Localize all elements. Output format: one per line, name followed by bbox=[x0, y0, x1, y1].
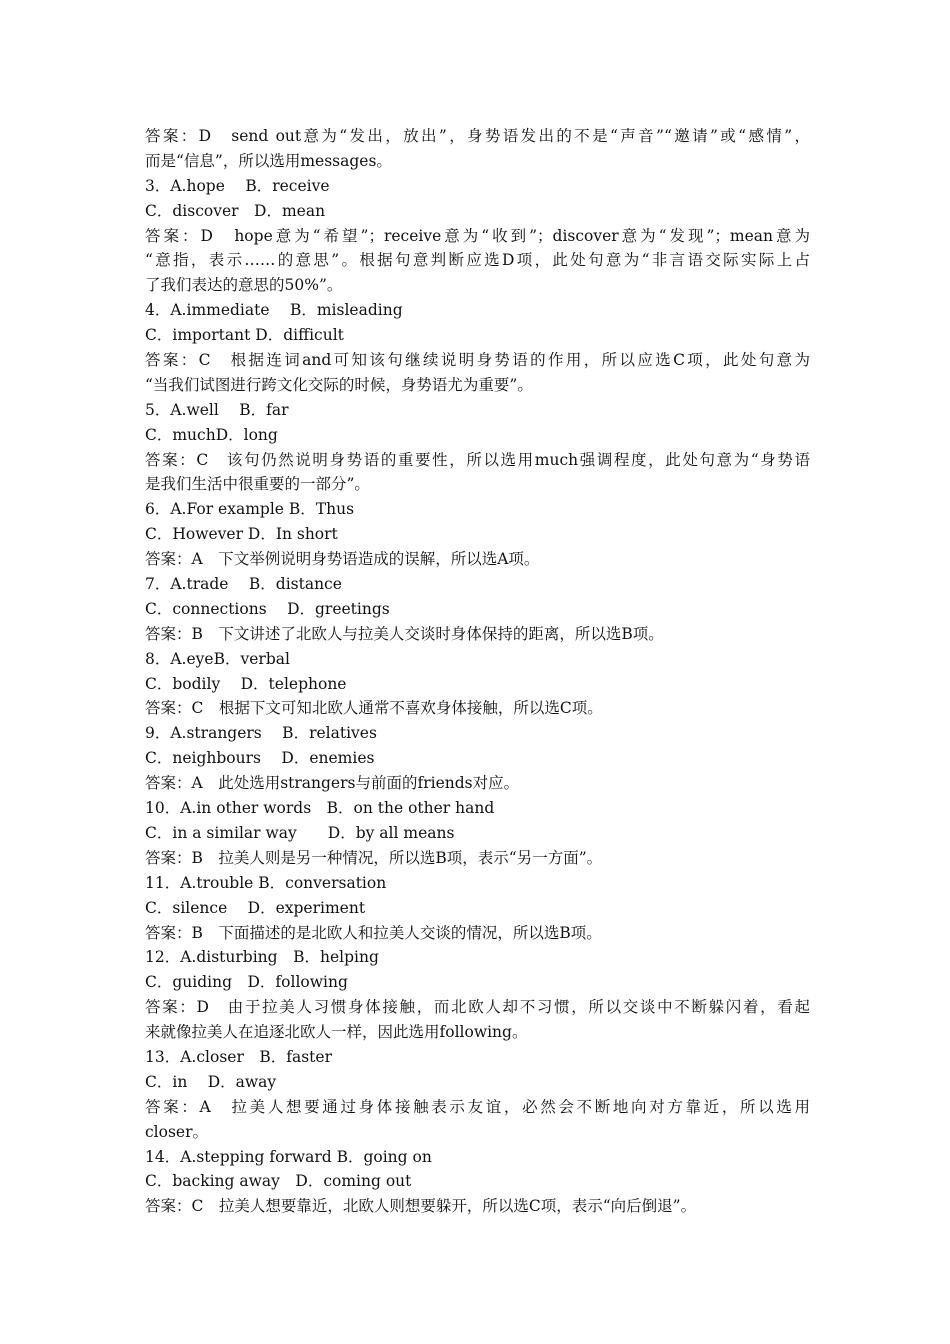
answer-9: 答案：A 此处选用strangers与前面的friends对应。 bbox=[145, 774, 520, 793]
answer-13-line-2: closer。 bbox=[145, 1122, 209, 1141]
answer-5-line-2: 是我们生活中很重要的一部分”。 bbox=[145, 475, 370, 494]
question-5-options-ab: 5．A.well B．far bbox=[145, 400, 289, 419]
question-12-options-cd: C．guiding D．following bbox=[145, 973, 348, 992]
question-7-options-ab: 7．A.trade B．distance bbox=[145, 575, 342, 594]
question-3-options-ab: 3．A.hope B．receive bbox=[145, 176, 330, 195]
answer-12-line-1: 答案：D 由于拉美人习惯身体接触，而北欧人却不习惯，所以交谈中不断躲闪着，看起 bbox=[145, 998, 810, 1017]
question-5-options-cd: C．muchD．long bbox=[145, 425, 278, 444]
question-6-options-cd: C．However D．In short bbox=[145, 525, 338, 544]
answer-7: 答案：B 下文讲述了北欧人与拉美人交谈时身体保持的距离，所以选B项。 bbox=[145, 624, 664, 643]
answer-5-line-1: 答案：C 该句仍然说明身势语的重要性，所以选用much强调程度，此处句意为“身势语 bbox=[145, 450, 810, 469]
answer-10: 答案：B 拉美人则是另一种情况，所以选B项，表示“另一方面”。 bbox=[145, 848, 603, 867]
question-10-options-cd: C．in a similar way D．by all means bbox=[145, 823, 455, 842]
answer-4-line-2: “当我们试图进行跨文化交际的时候，身势语尤为重要”。 bbox=[145, 375, 533, 394]
answer-11: 答案：B 下面描述的是北欧人和拉美人交谈的情况，所以选B项。 bbox=[145, 923, 602, 942]
answer-3-line-3: 了我们表达的意思的50%”。 bbox=[145, 276, 343, 295]
question-13-options-cd: C．in D．away bbox=[145, 1072, 277, 1091]
question-13-options-ab: 13．A.closer B．faster bbox=[145, 1047, 332, 1066]
question-14-options-ab: 14．A.stepping forward B．going on bbox=[145, 1147, 432, 1166]
answer-2-line-2: 而是“信息”，所以选用messages。 bbox=[145, 151, 392, 170]
question-3-options-cd: C．discover D．mean bbox=[145, 201, 326, 220]
answer-3-line-2: “意指，表示……的意思”。根据句意判断应选D项，此处句意为“非言语交际实际上占 bbox=[145, 251, 810, 270]
question-10-options-ab: 10．A.in other words B．on the other hand bbox=[145, 799, 495, 818]
question-8-options-ab: 8．A.eyeB．verbal bbox=[145, 649, 290, 668]
question-6-options-ab: 6．A.For example B．Thus bbox=[145, 500, 355, 519]
question-12-options-ab: 12．A.disturbing B．helping bbox=[145, 948, 379, 967]
answer-4-line-1: 答案：C 根据连词and可知该句继续说明身势语的作用，所以应选C项，此处句意为 bbox=[145, 351, 810, 370]
answer-6: 答案：A 下文举例说明身势语造成的误解，所以选A项。 bbox=[145, 550, 540, 569]
answer-2-line-1: 答案：D send out意为“发出，放出”，身势语发出的不是“声音”“邀请”或“感情”， bbox=[145, 127, 810, 145]
answer-3-line-1: 答案：D hope意为“希望”；receive意为“收到”；discover意为“发现”；mean意为 bbox=[145, 226, 810, 245]
answer-12-line-2: 来就像拉美人在追逐北欧人一样，因此选用following。 bbox=[145, 1023, 528, 1042]
question-9-options-ab: 9．A.strangers B．relatives bbox=[145, 724, 377, 743]
question-8-options-cd: C．bodily D．telephone bbox=[145, 674, 347, 693]
question-9-options-cd: C．neighbours D．enemies bbox=[145, 749, 375, 768]
answer-8: 答案：C 根据下文可知北欧人通常不喜欢身体接触，所以选C项。 bbox=[145, 699, 603, 718]
document-page bbox=[145, 124, 810, 1219]
question-14-options-cd: C．backing away D．coming out bbox=[145, 1172, 412, 1191]
answer-14: 答案：C 拉美人想要靠近，北欧人则想要躲开，所以选C项，表示“向后倒退”。 bbox=[145, 1197, 697, 1216]
question-4-options-ab: 4．A.immediate B．misleading bbox=[145, 301, 403, 320]
question-7-options-cd: C．connections D．greetings bbox=[145, 599, 390, 618]
answer-13-line-1: 答案：A 拉美人想要通过身体接触表示友谊，必然会不断地向对方靠近，所以选用 bbox=[145, 1097, 810, 1116]
question-4-options-cd: C．important D．difficult bbox=[145, 326, 344, 345]
question-11-options-cd: C．silence D．experiment bbox=[145, 898, 366, 917]
question-11-options-ab: 11．A.trouble B．conversation bbox=[145, 873, 387, 892]
